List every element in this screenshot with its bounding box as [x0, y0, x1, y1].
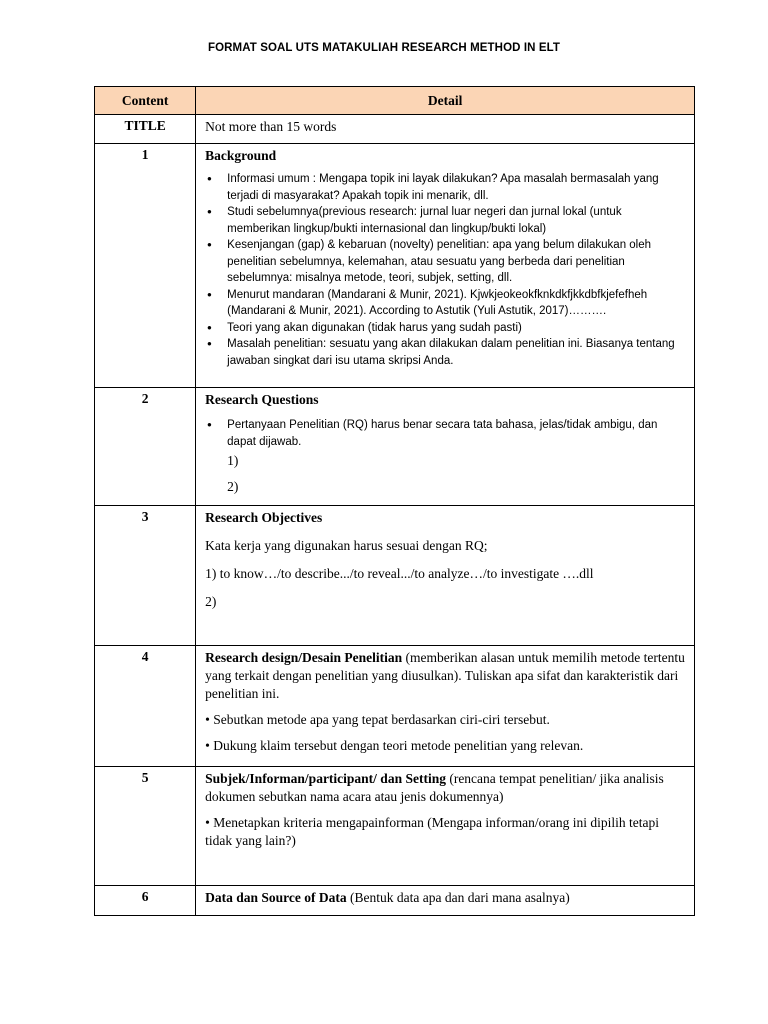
- list-item: • Informasi umum : Mengapa topik ini layak dilakukan? Apa masalah bermasalah yang terjadi di masyarakat? Apakah topik ini menarik, dll.: [227, 171, 686, 204]
- heading-description: (Bentuk data apa dan dari mana asalnya): [346, 890, 570, 905]
- section-heading: Data dan Source of Data: [205, 890, 347, 905]
- question-item: 2): [227, 479, 239, 494]
- section-heading: Subjek/Informan/participant/ dan Setting: [205, 771, 446, 786]
- header-content: Content: [95, 87, 196, 115]
- list-item: • Menurut mandaran (Mandarani & Munir, 2021). Kjwkjeokeokfknkdkfjkkdbfkjefefheh (Mandarani & Munir, 2021). According to Astutik (Yuli Astutik, 2017)……….: [227, 287, 686, 320]
- list-item: • Studi sebelumnya(previous research: jurnal luar negeri dan jurnal lokal (untuk memberikan lingkup/bukti internasional dan lingkup/bukti lokal): [227, 204, 686, 237]
- paragraph: 1) to know…/to describe.../to reveal.../to analyze…/to investigate ….dll: [205, 566, 594, 581]
- row-detail: [196, 388, 695, 506]
- question-item: 1): [227, 453, 239, 468]
- row-detail: [196, 886, 695, 916]
- paragraph: [205, 649, 686, 703]
- paragraph: • Dukung klaim tersebut dengan teori metode penelitian yang relevan.: [205, 738, 584, 753]
- table-row-data: [95, 886, 695, 916]
- section-heading: Research Objectives: [205, 510, 323, 525]
- row-detail: Not more than 15 words: [196, 115, 695, 144]
- table-row-subjek: [95, 767, 695, 886]
- list-item: • Kesenjangan (gap) & kebaruan (novelty) penelitian: apa yang belum dilakukan oleh penelitian sebelumnya, kelemahan, atau sesuatu yang berbeda dari penelitian sebelumnya: misalnya metode, teori, subjek, setting, dll.: [227, 237, 686, 287]
- table-row-research-design: [95, 646, 695, 767]
- paragraph: 2): [205, 594, 217, 609]
- row-number: 2: [95, 388, 196, 506]
- format-table: [94, 86, 695, 916]
- table-row-background: [95, 144, 695, 388]
- heading-description: (memberikan alasan untuk memilih metode tertentu yang terkait dengan penelitian yang diusulkan). Tuliskan apa sifat dan karakteristik dari penelitian ini.: [205, 650, 685, 701]
- row-number: 6: [95, 886, 196, 916]
- row-number: 1: [95, 144, 196, 388]
- table-row-research-objectives: [95, 506, 695, 646]
- section-heading: Research design/Desain Penelitian: [205, 650, 403, 665]
- row-detail: [196, 506, 695, 646]
- page-title: FORMAT SOAL UTS MATAKULIAH RESEARCH METHOD IN ELT: [207, 42, 560, 54]
- list-item: • Teori yang akan digunakan (tidak harus yang sudah pasti): [227, 320, 686, 337]
- section-heading: Research Questions: [205, 392, 319, 407]
- paragraph: [205, 889, 686, 907]
- list-item: • Masalah penelitian: sesuatu yang akan dilakukan dalam penelitian ini. Biasanya tentang jawaban singkat dari isu utama skripsi Anda.: [227, 336, 686, 369]
- table-header-row: [95, 87, 695, 115]
- bullet-list: [205, 417, 686, 450]
- section-heading: Background: [205, 148, 277, 163]
- heading-description: (rencana tempat penelitian/ jika analisis dokumen sebutkan nama acara atau jenis dokumennya): [205, 771, 664, 804]
- table-row-research-questions: [95, 388, 695, 506]
- table-row-title: [95, 115, 695, 144]
- list-item: • Pertanyaan Penelitian (RQ) harus benar secara tata bahasa, jelas/tidak ambigu, dan dapat dijawab.: [227, 417, 686, 450]
- row-detail: [196, 646, 695, 767]
- paragraph: • Menetapkan kriteria mengapainforman (Mengapa informan/orang ini dipilih tetapi tidak yang lain?): [205, 815, 659, 848]
- row-detail: [196, 144, 695, 388]
- row-number: 4: [95, 646, 196, 767]
- header-detail: Detail: [196, 87, 695, 115]
- row-number: TITLE: [95, 115, 196, 144]
- paragraph: [205, 770, 686, 806]
- row-detail: [196, 767, 695, 886]
- bullet-list: [205, 171, 686, 369]
- paragraph: Kata kerja yang digunakan harus sesuai dengan RQ;: [205, 538, 488, 553]
- paragraph: • Sebutkan metode apa yang tepat berdasarkan ciri-ciri tersebut.: [205, 712, 550, 727]
- row-number: 3: [95, 506, 196, 646]
- row-number: 5: [95, 767, 196, 886]
